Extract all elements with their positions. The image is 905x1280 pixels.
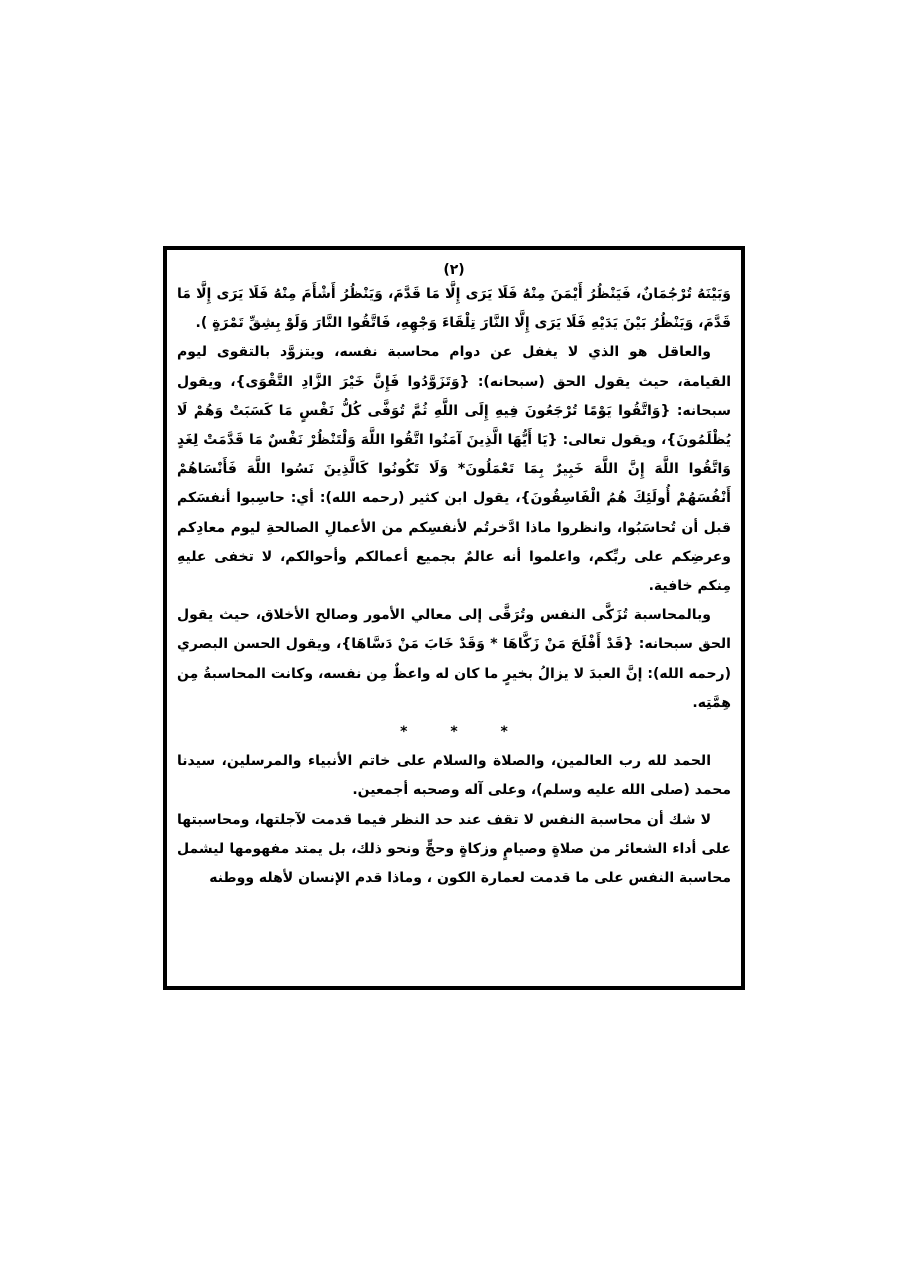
section-separator: * * * <box>400 724 508 741</box>
self-accounting-paragraph: والعاقل هو الذي لا يغفل عن دوام محاسبة نفسه، ويتزوَّد بالتقوى ليوم القيامة، حيث يقول الحق (سبحانه): {وَتَزَوَّدُوا فَإِنَّ خَيْرَ الزَّادِ التَّقْوَى}، ويقول سبحانه: {وَاتَّقُوا يَوْمًا تُرْجَعُونَ فِيهِ إِلَى اللَّهِ ثُمَّ تُوَفَّى كُلُّ نَفْسٍ مَا كَسَبَتْ وَهُمْ لَا يُظْلَمُونَ}، ويقول تعالى: {يَا أَيُّهَا الَّذِينَ آمَنُوا اتَّقُوا اللَّهَ وَلْتَنْظُرْ نَفْسٌ مَا قَدَّمَتْ لِغَدٍ وَاتَّقُوا اللَّهَ إِنَّ اللَّهَ خَبِيرٌ بِمَا تَعْمَلُونَ* وَلَا تَكُونُوا كَالَّذِينَ نَسُوا اللَّهَ فَأَنْسَاهُمْ أَنْفُسَهُمْ أُولَئِكَ هُمُ الْفَاسِقُونَ}، يقول ابن كثير (رحمه الله): أي: حاسِبوا أنفسَكم قبل أن تُحاسَبُوا، وانظروا ماذا ادَّخرتُم لأنفسِكم من الأعمالِ الصالحةِ ليوم معادِكم وعرضِكم على ربِّكم، واعلموا أنه عالمٌ بجميع أعمالكم وأحوالكم، لا تخفى عليهِ مِنكم خافية. <box>177 344 731 595</box>
purification-paragraph: وبالمحاسبة تُزَكَّى النفس وتُرَقَّى إلى معالي الأمور وصالح الأخلاق، حيث يقول الحق سبحانه: {قَدْ أَفْلَحَ مَنْ زَكَّاهَا * وَقَدْ خَابَ مَنْ دَسَّاهَا}، ويقول الحسن البصري (رحمه الله): إنَّ العبدَ لا يزالُ بخيرٍ ما كان له واعظٌ مِن نفسه، وكانت المحاسبةُ مِن هِمَّتِه. <box>177 607 731 711</box>
page-number: (٢) <box>443 262 465 278</box>
accounting-scope-paragraph: لا شك أن محاسبة النفس لا تقف عند حد النظر فيما قدمت لآجلتها، ومحاسبتها على أداء الشعائر من صلاةٍ وصيامٍ وزكاةٍ وحجٍّ ونحو ذلك، بل يمتد مفهومها ليشمل محاسبة النفس على ما قدمت لعمارة الكون ، وماذا قدم الإنسان لأهله ووطنه <box>177 811 731 887</box>
hadith-continuation-paragraph: وَبَيْنَهُ تُرْجُمَانٌ، فَيَنْظُرُ أَيْمَنَ مِنْهُ فَلَا يَرَى إِلَّا مَا قَدَّمَ، وَيَنْظُرُ أَشْأَمَ مِنْهُ فَلَا يَرَى إِلَّا مَا قَدَّمَ، وَيَنْظُرُ بَيْنَ يَدَيْهِ فَلَا يَرَى إِلَّا النَّارَ تِلْقَاءَ وَجْهِهِ، فَاتَّقُوا النَّارَ وَلَوْ بِشِقِّ تَمْرَةٍ ). <box>177 286 731 332</box>
page-frame <box>163 246 745 990</box>
praise-paragraph: الحمد لله رب العالمين، والصلاة والسلام على خاتم الأنبياء والمرسلين، سيدنا محمد (صلى الله عليه وسلم)، وعلى آله وصحبه أجمعين. <box>177 753 731 799</box>
